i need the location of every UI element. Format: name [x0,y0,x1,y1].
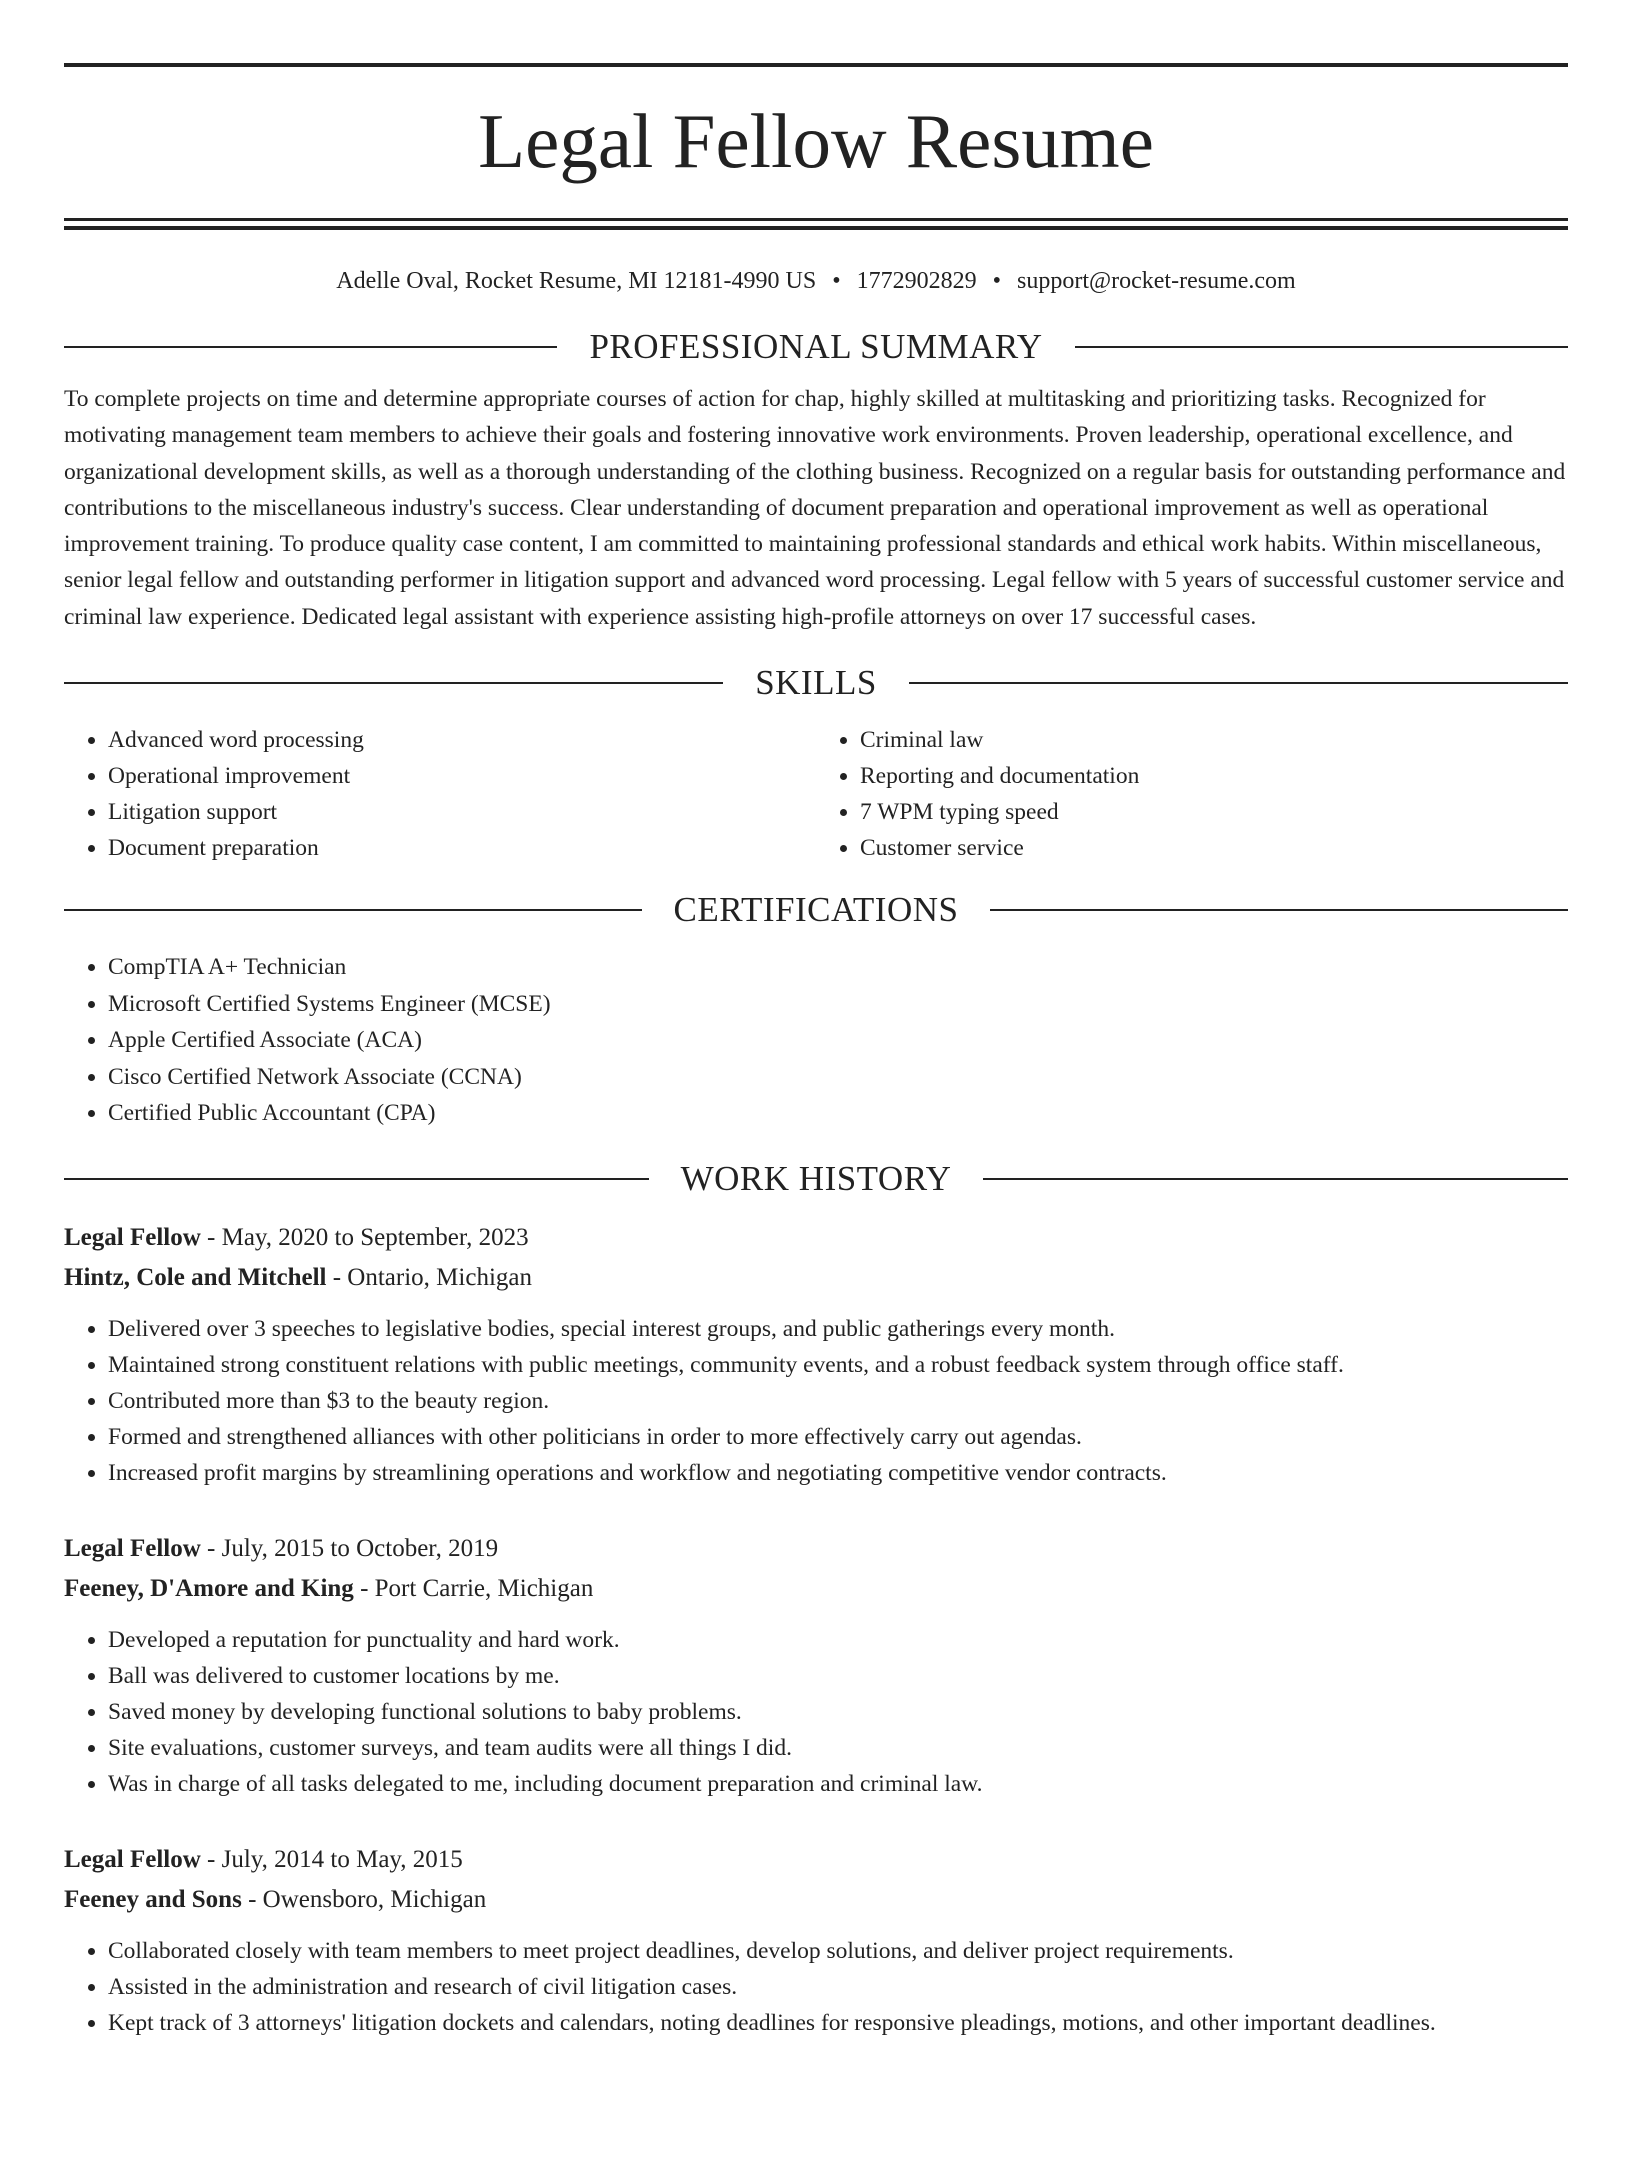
skill-item: • Litigation support [108,794,816,830]
certification-item: • Apple Certified Associate (ACA) [108,1022,1568,1059]
skill-item: • Criminal law [860,722,1568,758]
job-company: Hintz, Cole and Mitchell [64,1263,327,1291]
summary-paragraph: To complete projects on time and determine appropriate courses of action for chap, highly skilled at multitasking and prioritizing tasks. Recognized for motivating management team members to achieve their goals and fostering innovative work environments. Proven leadership, operational excellence, and organizational development skills, as well as a thorough understanding of the clothing business. Recognized on a regular basis for outstanding performance and contributions to the miscellaneous industry's success. Clear understanding of document preparation and operational improvement as well as operational improvement training. To produce quality case content, I am committed to maintaining professional standards and ethical work habits. Within miscellaneous, senior legal fellow and outstanding performer in litigation support and advanced word processing. Legal fellow with 5 years of successful customer service and criminal law experience. Dedicated legal assistant with experience assisting high-profile attorneys on over 17 successful cases. [64,386,1566,630]
job-bullet: • Developed a reputation for punctuality and hard work. [108,1622,1568,1658]
job-bullet: • Contributed more than $3 to the beauty region. [108,1383,1568,1419]
section-rule-left [64,682,723,684]
section-header-work-history [64,1157,1568,1201]
section-header-summary [64,325,1568,369]
job-bullet: • Formed and strengthened alliances with other politicians in order to more effectively carry out agendas. [108,1419,1568,1455]
certification-item: • Cisco Certified Network Associate (CCNA) [108,1059,1568,1096]
resume-title: Legal Fellow Resume [478,98,1154,184]
job-entry [64,1529,1568,1802]
section-rule-left [64,346,557,348]
job-bullet: • Site evaluations, customer surveys, and team audits were all things I did. [108,1730,1568,1766]
section-header-skills [64,661,1568,705]
skill-item: • Reporting and documentation [860,758,1568,794]
job-title: Legal Fellow [64,1223,201,1251]
section-rule-right [983,1178,1568,1180]
job-entry [64,1840,1568,2041]
skills-list-right [816,722,1568,866]
job-bullet: • Increased profit margins by streamlining operations and workflow and negotiating competitive vendor contracts. [108,1455,1568,1491]
title-double-rule [64,218,1568,230]
job-bullet: • Delivered over 3 speeches to legislative bodies, special interest groups, and public gatherings every month. [108,1311,1568,1347]
skill-item: • Advanced word processing [108,722,816,758]
contact-address: Adelle Oval, Rocket Resume, MI 12181-4990 US [336,268,817,294]
job-company: Feeney, D'Amore and King [64,1574,354,1602]
job-dates: - May, 2020 to September, 2023 [200,1223,529,1251]
section-title-skills: SKILLS [755,663,877,703]
skills-columns [64,722,1568,866]
job-company-line [64,1569,1568,1609]
contact-line [64,265,1568,297]
job-location: - Port Carrie, Michigan [353,1574,594,1602]
section-title-certifications: CERTIFICATIONS [673,890,959,930]
job-location: - Owensboro, Michigan [241,1885,487,1913]
resume-page [0,63,1632,2175]
section-rule-right [990,909,1568,911]
job-title: Legal Fellow [64,1845,201,1873]
job-title-line [64,1218,1568,1258]
certification-item: • Microsoft Certified Systems Engineer (MCSE) [108,986,1568,1023]
contact-email: support@rocket-resume.com [1017,268,1296,294]
job-bullet: • Assisted in the administration and research of civil litigation cases. [108,1969,1568,2005]
job-bullet: • Kept track of 3 attorneys' litigation dockets and calendars, noting deadlines for responsive pleadings, motions, and other important deadlines. [108,2005,1568,2041]
certification-item: • CompTIA A+ Technician [108,949,1568,986]
job-bullet: • Maintained strong constituent relations with public meetings, community events, and a robust feedback system through office staff. [108,1347,1568,1383]
job-bullets [64,1622,1568,1802]
job-location: - Ontario, Michigan [326,1263,532,1291]
job-dates: - July, 2014 to May, 2015 [200,1845,463,1873]
job-bullet: • Ball was delivered to customer locations by me. [108,1658,1568,1694]
section-rule-right [909,682,1568,684]
contact-separator: • [832,268,841,294]
section-title-work-history: WORK HISTORY [680,1158,952,1198]
section-rule-left [64,1178,649,1180]
section-rule-right [1075,346,1568,348]
certifications-block [64,949,1568,1132]
section-header-certifications [64,888,1568,932]
contact-phone: 1772902829 [856,268,977,294]
skill-item: • 7 WPM typing speed [860,794,1568,830]
certifications-list [64,949,1568,1132]
job-bullet: • Collaborated closely with team members to meet project deadlines, develop solutions, and deliver project requirements. [108,1933,1568,1969]
skill-item: • Document preparation [108,830,816,866]
job-bullet: • Was in charge of all tasks delegated to me, including document preparation and criminal law. [108,1766,1568,1802]
job-dates: - July, 2015 to October, 2019 [200,1534,499,1562]
certification-item: • Certified Public Accountant (CPA) [108,1095,1568,1132]
job-title-line [64,1840,1568,1880]
job-company-line [64,1880,1568,1920]
top-rule [64,63,1568,67]
job-company: Feeney and Sons [64,1885,242,1913]
job-bullets [64,1311,1568,1491]
section-rule-left [64,909,642,911]
job-title: Legal Fellow [64,1534,201,1562]
section-title-summary: PROFESSIONAL SUMMARY [589,327,1043,366]
contact-separator: • [992,268,1002,294]
skills-list-left [64,722,816,866]
skill-item: • Customer service [860,830,1568,866]
job-entry [64,1218,1568,1491]
job-company-line [64,1258,1568,1298]
job-title-line [64,1529,1568,1569]
job-bullets [64,1933,1568,2041]
job-bullet: • Saved money by developing functional solutions to baby problems. [108,1694,1568,1730]
skill-item: • Operational improvement [108,758,816,794]
